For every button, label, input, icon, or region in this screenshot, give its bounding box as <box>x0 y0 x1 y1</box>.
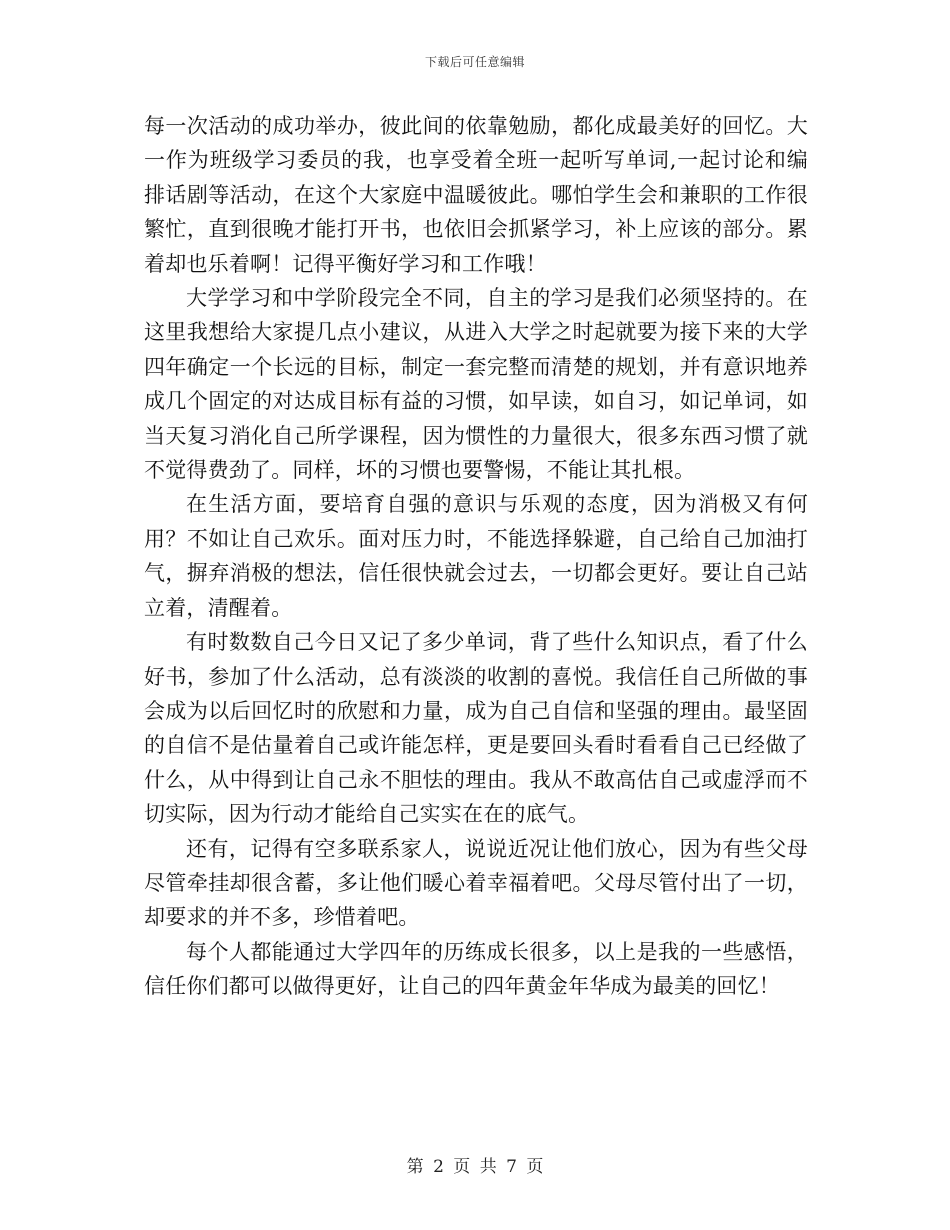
document-body <box>144 109 808 1004</box>
paragraph-2: 大学学习和中学阶段完全不同，自主的学习是我们必须坚持的。在这里我想给大家提几点小建议，从进入大学之时起就要为接下来的大学四年确定一个长远的目标，制定一套完整而清楚的规划，并有意识地养成几个固定的对达成目标有益的习惯，如早读，如自习，如记单词，如当天复习消化自己所学课程，因为惯性的力量很大，很多东西习惯了就不觉得费劲了。同样，坏的习惯也要警惕，不能让其扎根。 <box>144 286 808 483</box>
paragraph-3: 在生活方面，要培育自强的意识与乐观的态度，因为消极又有何用？不如让自己欢乐。面对压力时，不能选择躲避，自己给自己加油打气，摒弃消极的想法，信任很快就会过去，一切都会更好。要让自己站立着，清醒着。 <box>144 492 808 620</box>
page-header: 下载后可任意编辑 <box>424 55 525 69</box>
page-number-footer: 第 2 页 共 7 页 <box>406 1157 544 1177</box>
paragraph-5: 还有，记得有空多联系家人，说说近况让他们放心，因为有些父母尽管牵挂却很含蓄，多让他们暖心着幸福着吧。父母尽管付出了一切，却要求的并不多，珍惜着吧。 <box>144 836 808 930</box>
paragraph-1: 每一次活动的成功举办，彼此间的依靠勉励，都化成最美好的回忆。大一作为班级学习委员的我，也享受着全班一起听写单词,一起讨论和编排话剧等活动，在这个大家庭中温暖彼此。哪怕学生会和兼职的工作很繁忙，直到很晚才能打开书，也依旧会抓紧学习，补上应该的部分。累着却也乐着啊！记得平衡好学习和工作哦！ <box>144 114 808 276</box>
paragraph-6: 每个人都能通过大学四年的历练成长很多，以上是我的一些感悟，信任你们都可以做得更好，让自己的四年黄金年华成为最美的回忆！ <box>144 939 808 999</box>
paragraph-4: 有时数数自己今日又记了多少单词，背了些什么知识点，看了什么好书，参加了什么活动，总有淡淡的收割的喜悦。我信任自己所做的事会成为以后回忆时的欣慰和力量，成为自己自信和坚强的理由。最坚固的自信不是估量着自己或许能怎样，更是要回头看时看看自己已经做了什么，从中得到让自己永不胆怯的理由。我从不敢高估自己或虚浮而不切实际，因为行动才能给自己实实在在的底气。 <box>144 630 808 827</box>
